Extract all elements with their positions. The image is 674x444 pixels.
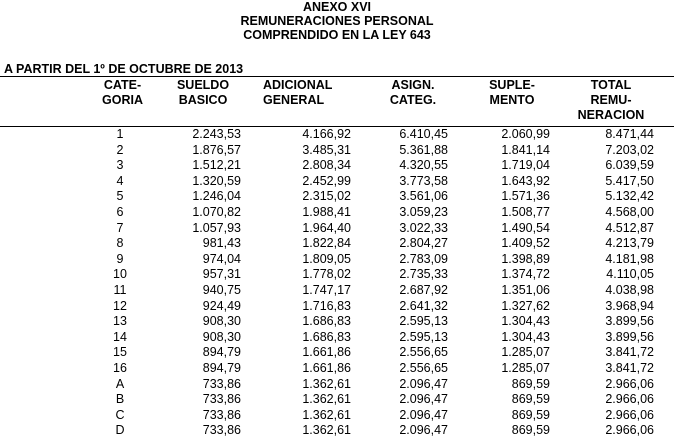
table-row [0, 423, 674, 439]
cell-categoria: 7 [116, 220, 124, 235]
cell-total: 2.966,06 [605, 376, 654, 391]
cell-total: 2.966,06 [605, 407, 654, 422]
cell-categoria: 11 [113, 282, 127, 297]
table-row [0, 314, 674, 330]
cell-suplemento: 1.304,43 [501, 329, 550, 344]
column-header-suplemento [472, 78, 552, 108]
table-row [0, 361, 674, 377]
cell-total: 4.038,98 [605, 282, 654, 297]
effective-date-heading: A PARTIR DEL 1º DE OCTUBRE DE 2013 [4, 62, 244, 76]
cell-adicional-general: 1.964,40 [302, 220, 351, 235]
cell-adicional-general: 1.661,86 [302, 360, 351, 375]
cell-total: 5.417,50 [605, 173, 654, 188]
cell-categoria: 12 [113, 298, 127, 313]
table-row [0, 408, 674, 424]
cell-total: 2.966,06 [605, 392, 654, 407]
cell-suplemento: 869,59 [511, 392, 550, 407]
column-header-asign-categ [378, 78, 448, 108]
salary-table-body [0, 127, 674, 439]
cell-adicional-general: 1.988,41 [302, 204, 351, 219]
cell-suplemento: 1.490,54 [501, 220, 550, 235]
document-title-annex: ANEXO XVI [302, 0, 372, 14]
cell-sueldo-basico: 957,31 [202, 267, 241, 282]
cell-sueldo-basico: 733,86 [202, 376, 241, 391]
cell-sueldo-basico: 1.320,59 [192, 173, 241, 188]
cell-adicional-general: 1.362,61 [302, 407, 351, 422]
cell-total: 6.039,59 [605, 158, 654, 173]
cell-sueldo-basico: 924,49 [202, 298, 241, 313]
cell-sueldo-basico: 2.243,53 [192, 127, 241, 141]
cell-categoria: 8 [116, 236, 124, 251]
table-row [0, 283, 674, 299]
cell-total: 4.181,98 [605, 251, 654, 266]
table-row [0, 127, 674, 143]
table-row [0, 299, 674, 315]
cell-adicional-general: 1.362,61 [302, 423, 351, 438]
cell-suplemento: 1.719,04 [501, 158, 550, 173]
cell-asign-categ: 2.096,47 [399, 423, 448, 438]
cell-sueldo-basico: 1.070,82 [192, 204, 241, 219]
cell-suplemento: 1.409,52 [501, 236, 550, 251]
cell-categoria: 1 [116, 127, 124, 141]
cell-asign-categ: 2.735,33 [399, 267, 448, 282]
cell-total: 4.512,87 [605, 220, 654, 235]
cell-asign-categ: 2.595,13 [399, 329, 448, 344]
header-top-rule [0, 76, 674, 77]
cell-adicional-general: 1.362,61 [302, 376, 351, 391]
cell-adicional-general: 2.808,34 [302, 158, 351, 173]
column-header-categoria [95, 78, 150, 108]
cell-suplemento: 1.327,62 [501, 298, 550, 313]
cell-adicional-general: 1.686,83 [302, 329, 351, 344]
cell-suplemento: 1.841,14 [501, 142, 550, 157]
table-row [0, 221, 674, 237]
cell-suplemento: 1.508,77 [501, 204, 550, 219]
column-header-line: CATE- [103, 78, 142, 92]
cell-adicional-general: 1.362,61 [302, 392, 351, 407]
cell-categoria: 6 [116, 204, 124, 219]
cell-suplemento: 869,59 [511, 407, 550, 422]
table-row [0, 377, 674, 393]
table-row [0, 392, 674, 408]
cell-categoria: 4 [116, 173, 124, 188]
cell-adicional-general: 2.452,99 [302, 173, 351, 188]
column-header-adicional-general [263, 78, 363, 108]
cell-categoria: B [115, 392, 125, 407]
cell-adicional-general: 1.661,86 [302, 345, 351, 360]
cell-sueldo-basico: 908,30 [202, 314, 241, 329]
cell-categoria: 3 [116, 158, 124, 173]
cell-asign-categ: 2.556,65 [399, 360, 448, 375]
table-row [0, 236, 674, 252]
column-header-line: ASIGN. [391, 78, 435, 92]
cell-asign-categ: 3.773,58 [399, 173, 448, 188]
cell-adicional-general: 1.809,05 [302, 251, 351, 266]
column-header-line: NERACION [577, 108, 645, 122]
document-title-remuneraciones: REMUNERACIONES PERSONAL [240, 14, 434, 28]
cell-suplemento: 1.304,43 [501, 314, 550, 329]
cell-adicional-general: 1.778,02 [302, 267, 351, 282]
cell-total: 3.968,94 [605, 298, 654, 313]
column-header-line: SUPLE- [489, 78, 535, 92]
cell-asign-categ: 2.641,32 [399, 298, 448, 313]
column-header-line: TOTAL [590, 78, 632, 92]
cell-suplemento: 869,59 [511, 423, 550, 438]
cell-total: 5.132,42 [605, 189, 654, 204]
cell-asign-categ: 2.096,47 [399, 392, 448, 407]
cell-suplemento: 1.571,36 [501, 189, 550, 204]
table-row [0, 267, 674, 283]
cell-suplemento: 1.643,92 [501, 173, 550, 188]
cell-adicional-general: 1.822,84 [302, 236, 351, 251]
cell-asign-categ: 4.320,55 [399, 158, 448, 173]
column-header-line: CATEG. [389, 93, 437, 107]
cell-sueldo-basico: 1.057,93 [192, 220, 241, 235]
column-header-sueldo-basico [168, 78, 238, 108]
cell-categoria: D [115, 423, 125, 438]
cell-total: 4.213,79 [605, 236, 654, 251]
table-row [0, 330, 674, 346]
column-header-line: BASICO [178, 93, 228, 107]
cell-asign-categ: 3.022,33 [399, 220, 448, 235]
cell-categoria: 10 [113, 267, 127, 282]
cell-sueldo-basico: 908,30 [202, 329, 241, 344]
cell-adicional-general: 1.686,83 [302, 314, 351, 329]
cell-categoria: 13 [113, 314, 127, 329]
cell-total: 2.966,06 [605, 423, 654, 438]
column-header-line: ADICIONAL [263, 78, 333, 92]
cell-total: 8.471,44 [605, 127, 654, 141]
table-row [0, 143, 674, 159]
cell-suplemento: 2.060,99 [501, 127, 550, 141]
cell-adicional-general: 4.166,92 [302, 127, 351, 141]
cell-asign-categ: 2.687,92 [399, 282, 448, 297]
cell-sueldo-basico: 940,75 [202, 282, 241, 297]
cell-sueldo-basico: 733,86 [202, 423, 241, 438]
document-title-ley: COMPRENDIDO EN LA LEY 643 [243, 28, 431, 42]
cell-asign-categ: 5.361,88 [399, 142, 448, 157]
cell-sueldo-basico: 1.246,04 [192, 189, 241, 204]
cell-total: 3.841,72 [605, 345, 654, 360]
cell-total: 4.568,00 [605, 204, 654, 219]
cell-total: 3.899,56 [605, 314, 654, 329]
cell-categoria: 5 [116, 189, 124, 204]
cell-asign-categ: 2.804,27 [399, 236, 448, 251]
cell-suplemento: 1.285,07 [501, 345, 550, 360]
cell-categoria: 15 [113, 345, 127, 360]
cell-sueldo-basico: 733,86 [202, 407, 241, 422]
column-header-line: SUELDO [176, 78, 230, 92]
cell-total: 4.110,05 [606, 267, 654, 282]
table-row [0, 174, 674, 190]
column-header-line: MENTO [489, 93, 535, 107]
cell-asign-categ: 6.410,45 [399, 127, 448, 141]
cell-adicional-general: 1.716,83 [302, 298, 351, 313]
cell-asign-categ: 2.096,47 [399, 407, 448, 422]
cell-sueldo-basico: 981,43 [202, 236, 241, 251]
cell-adicional-general: 1.747,17 [302, 282, 351, 297]
cell-adicional-general: 2.315,02 [302, 189, 351, 204]
column-header-line: GENERAL [263, 93, 325, 107]
cell-suplemento: 1.374,72 [501, 267, 550, 282]
cell-total: 3.899,56 [605, 329, 654, 344]
cell-adicional-general: 3.485,31 [302, 142, 351, 157]
cell-suplemento: 1.285,07 [501, 360, 550, 375]
cell-sueldo-basico: 894,79 [202, 360, 241, 375]
cell-asign-categ: 2.783,09 [399, 251, 448, 266]
table-row [0, 189, 674, 205]
table-row [0, 345, 674, 361]
cell-categoria: C [115, 407, 125, 422]
table-row [0, 252, 674, 268]
cell-sueldo-basico: 733,86 [202, 392, 241, 407]
cell-asign-categ: 2.096,47 [399, 376, 448, 391]
cell-total: 7.203,02 [605, 142, 654, 157]
cell-sueldo-basico: 974,04 [202, 251, 241, 266]
cell-asign-categ: 2.556,65 [399, 345, 448, 360]
column-header-line: GORIA [102, 93, 143, 107]
table-row [0, 158, 674, 174]
cell-total: 3.841,72 [605, 360, 654, 375]
cell-asign-categ: 2.595,13 [399, 314, 448, 329]
cell-categoria: 2 [116, 142, 124, 157]
cell-sueldo-basico: 1.876,57 [192, 142, 241, 157]
cell-categoria: 14 [113, 329, 127, 344]
cell-sueldo-basico: 894,79 [202, 345, 241, 360]
cell-categoria: 16 [113, 360, 127, 375]
table-row [0, 205, 674, 221]
cell-asign-categ: 3.561,06 [399, 189, 448, 204]
column-header-total-remuneracion [566, 78, 656, 123]
cell-suplemento: 869,59 [511, 376, 550, 391]
cell-categoria: 9 [116, 251, 124, 266]
column-header-line: REMU- [590, 93, 632, 107]
cell-suplemento: 1.398,89 [501, 251, 550, 266]
cell-sueldo-basico: 1.512,21 [192, 158, 241, 173]
cell-categoria: A [115, 376, 125, 391]
cell-suplemento: 1.351,06 [501, 282, 550, 297]
cell-asign-categ: 3.059,23 [399, 204, 448, 219]
